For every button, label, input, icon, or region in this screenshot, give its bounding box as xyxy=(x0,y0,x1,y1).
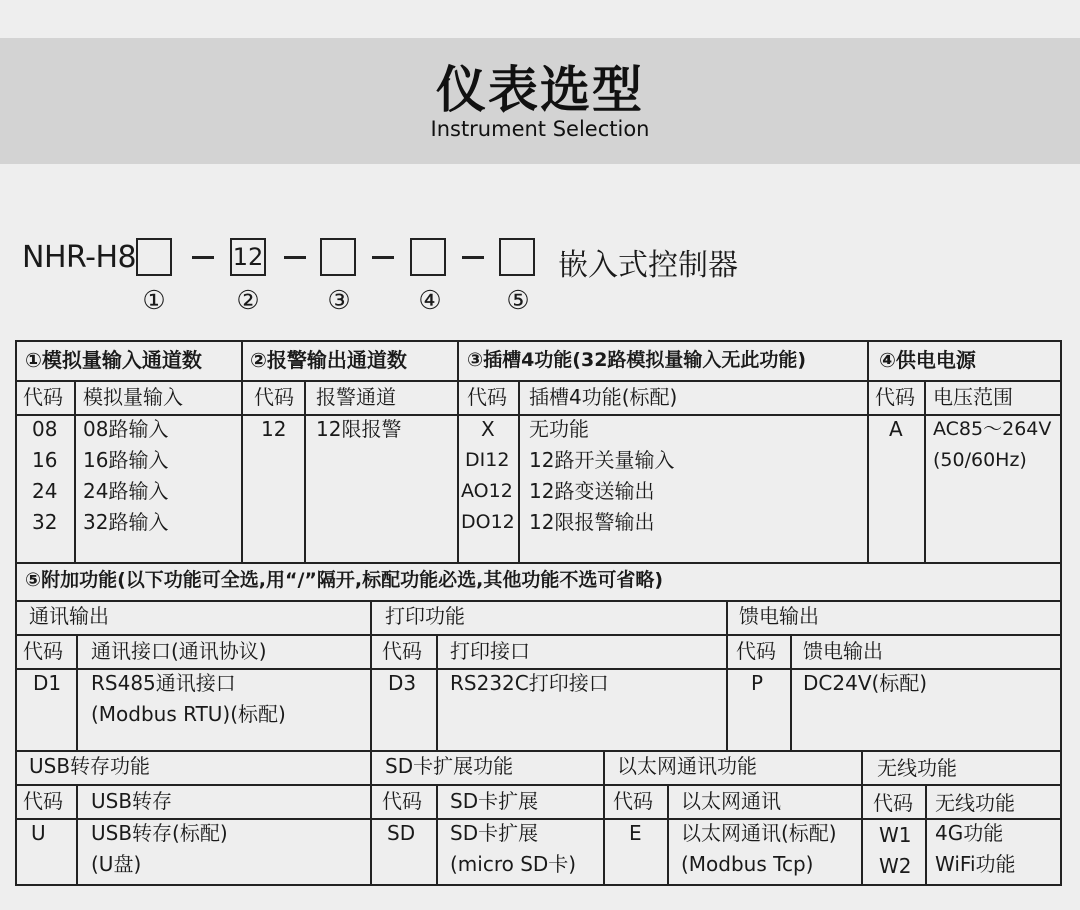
model-prefix: NHR-H8 xyxy=(22,240,137,275)
code-cell: 24 xyxy=(32,479,58,503)
code-cell: 16 xyxy=(32,448,58,472)
model-box-1 xyxy=(136,238,172,276)
divider xyxy=(925,784,927,884)
divider xyxy=(436,784,438,884)
model-suffix: 嵌入式控制器 xyxy=(558,248,738,283)
desc-cell: DC24V(标配) xyxy=(803,671,928,695)
desc-cell: 24路输入 xyxy=(83,479,169,503)
section-5-header xyxy=(15,562,1062,602)
divider xyxy=(436,634,438,750)
divider xyxy=(790,634,792,750)
code-cell: W1 xyxy=(879,823,912,847)
code-cell: D3 xyxy=(388,671,417,695)
model-dash xyxy=(462,256,484,259)
code-cell: W2 xyxy=(879,854,912,878)
desc-cell: WiFi功能 xyxy=(935,852,1016,876)
col-header-desc: 电压范围 xyxy=(933,385,1013,409)
code-cell: SD xyxy=(387,821,416,845)
selection-table-upper xyxy=(15,340,1062,564)
desc-cell: USB转存(标配) xyxy=(91,821,228,845)
code-cell: P xyxy=(751,671,764,695)
desc-cell: (Modbus RTU)(标配) xyxy=(91,702,286,726)
col-header-code: 代码 xyxy=(736,639,776,663)
divider xyxy=(457,342,459,562)
col-header-code: 代码 xyxy=(254,385,294,409)
desc-cell: 无功能 xyxy=(529,417,589,441)
section-title: ④供电电源 xyxy=(879,348,976,372)
model-box-4 xyxy=(410,238,446,276)
col-header-desc: 通讯接口(通讯协议) xyxy=(91,639,267,663)
marker-4: ④ xyxy=(418,286,442,316)
code-cell: X xyxy=(481,417,495,441)
divider xyxy=(17,784,1060,786)
marker-2: ② xyxy=(236,286,260,316)
divider xyxy=(867,342,869,562)
code-cell: DO12 xyxy=(461,511,515,533)
desc-cell: (50/60Hz) xyxy=(933,449,1027,471)
section-title: ①模拟量输入通道数 xyxy=(25,348,202,372)
marker-1: ① xyxy=(142,286,166,316)
desc-cell: (U盘) xyxy=(91,852,142,876)
col-header-desc: 以太网通讯 xyxy=(681,789,781,813)
desc-cell: 08路输入 xyxy=(83,417,169,441)
desc-cell: AC85～264V xyxy=(933,418,1052,440)
model-box-3 xyxy=(320,238,356,276)
divider xyxy=(76,784,78,884)
desc-cell: 12路变送输出 xyxy=(529,479,655,503)
code-cell: D1 xyxy=(33,671,62,695)
col-header-desc: 无线功能 xyxy=(935,791,1015,815)
col-header-code: 代码 xyxy=(467,385,507,409)
col-header-code: 代码 xyxy=(382,639,422,663)
model-dash xyxy=(372,256,394,259)
col-header-code: 代码 xyxy=(613,789,653,813)
desc-cell: RS485通讯接口 xyxy=(91,671,236,695)
group-title: 无线功能 xyxy=(877,756,957,780)
group-title: USB转存功能 xyxy=(29,754,151,778)
code-cell: AO12 xyxy=(461,480,513,502)
col-header-code: 代码 xyxy=(23,385,63,409)
col-header-desc: 馈电输出 xyxy=(803,639,883,663)
divider xyxy=(74,380,76,562)
desc-cell: 12路开关量输入 xyxy=(529,448,675,472)
desc-cell: RS232C打印接口 xyxy=(450,671,609,695)
desc-cell: 12限报警输出 xyxy=(529,510,655,534)
page-title: 仪表选型 xyxy=(436,61,644,119)
desc-cell: (Modbus Tcp) xyxy=(681,852,814,876)
divider xyxy=(518,380,520,562)
divider xyxy=(924,380,926,562)
col-header-desc: SD卡扩展 xyxy=(450,789,539,813)
divider xyxy=(667,784,669,884)
divider xyxy=(304,380,306,562)
divider xyxy=(241,342,243,562)
desc-cell: (micro SD卡) xyxy=(450,852,577,876)
divider xyxy=(370,600,372,750)
col-header-desc: 插槽4功能(标配) xyxy=(529,385,678,409)
model-box-2: 12 xyxy=(230,238,266,276)
section-title: ⑤附加功能(以下功能可全选,用“/”隔开,标配功能必选,其他功能不选可省略) xyxy=(25,569,664,591)
code-cell: U xyxy=(31,821,46,845)
col-header-code: 代码 xyxy=(23,639,63,663)
col-header-desc: USB转存 xyxy=(91,789,173,813)
group-title: 通讯输出 xyxy=(29,604,109,628)
col-header-desc: 报警通道 xyxy=(316,385,396,409)
group-title: 以太网通讯功能 xyxy=(617,754,757,778)
col-header-desc: 模拟量输入 xyxy=(83,385,183,409)
section-title: ②报警输出通道数 xyxy=(250,348,407,372)
code-cell: A xyxy=(889,417,903,441)
divider xyxy=(726,600,728,750)
addon-table-b xyxy=(15,750,1062,886)
divider xyxy=(370,750,372,884)
col-header-code: 代码 xyxy=(875,385,915,409)
col-header-code: 代码 xyxy=(873,791,913,815)
page-subtitle: Instrument Selection xyxy=(430,117,650,141)
col-header-code: 代码 xyxy=(382,789,422,813)
model-dash xyxy=(192,256,214,259)
model-dash xyxy=(284,256,306,259)
addon-table-a xyxy=(15,600,1062,752)
code-cell: DI12 xyxy=(465,449,510,471)
desc-cell: 16路输入 xyxy=(83,448,169,472)
col-header-desc: 打印接口 xyxy=(450,639,530,663)
group-title: SD卡扩展功能 xyxy=(385,754,514,778)
model-box-5 xyxy=(499,238,535,276)
code-cell: 12 xyxy=(261,417,287,441)
col-header-code: 代码 xyxy=(23,789,63,813)
code-cell: E xyxy=(629,821,642,845)
desc-cell: 12限报警 xyxy=(316,417,402,441)
desc-cell: SD卡扩展 xyxy=(450,821,539,845)
group-title: 馈电输出 xyxy=(739,604,819,628)
divider xyxy=(76,634,78,750)
desc-cell: 4G功能 xyxy=(935,821,1004,845)
divider xyxy=(861,750,863,884)
code-cell: 08 xyxy=(32,417,58,441)
marker-5: ⑤ xyxy=(506,286,530,316)
code-cell: 32 xyxy=(32,510,58,534)
group-title: 打印功能 xyxy=(385,604,465,628)
section-title: ③插槽4功能(32路模拟量输入无此功能) xyxy=(467,349,807,371)
desc-cell: 以太网通讯(标配) xyxy=(681,821,837,845)
marker-3: ③ xyxy=(327,286,351,316)
desc-cell: 32路输入 xyxy=(83,510,169,534)
divider xyxy=(603,750,605,884)
